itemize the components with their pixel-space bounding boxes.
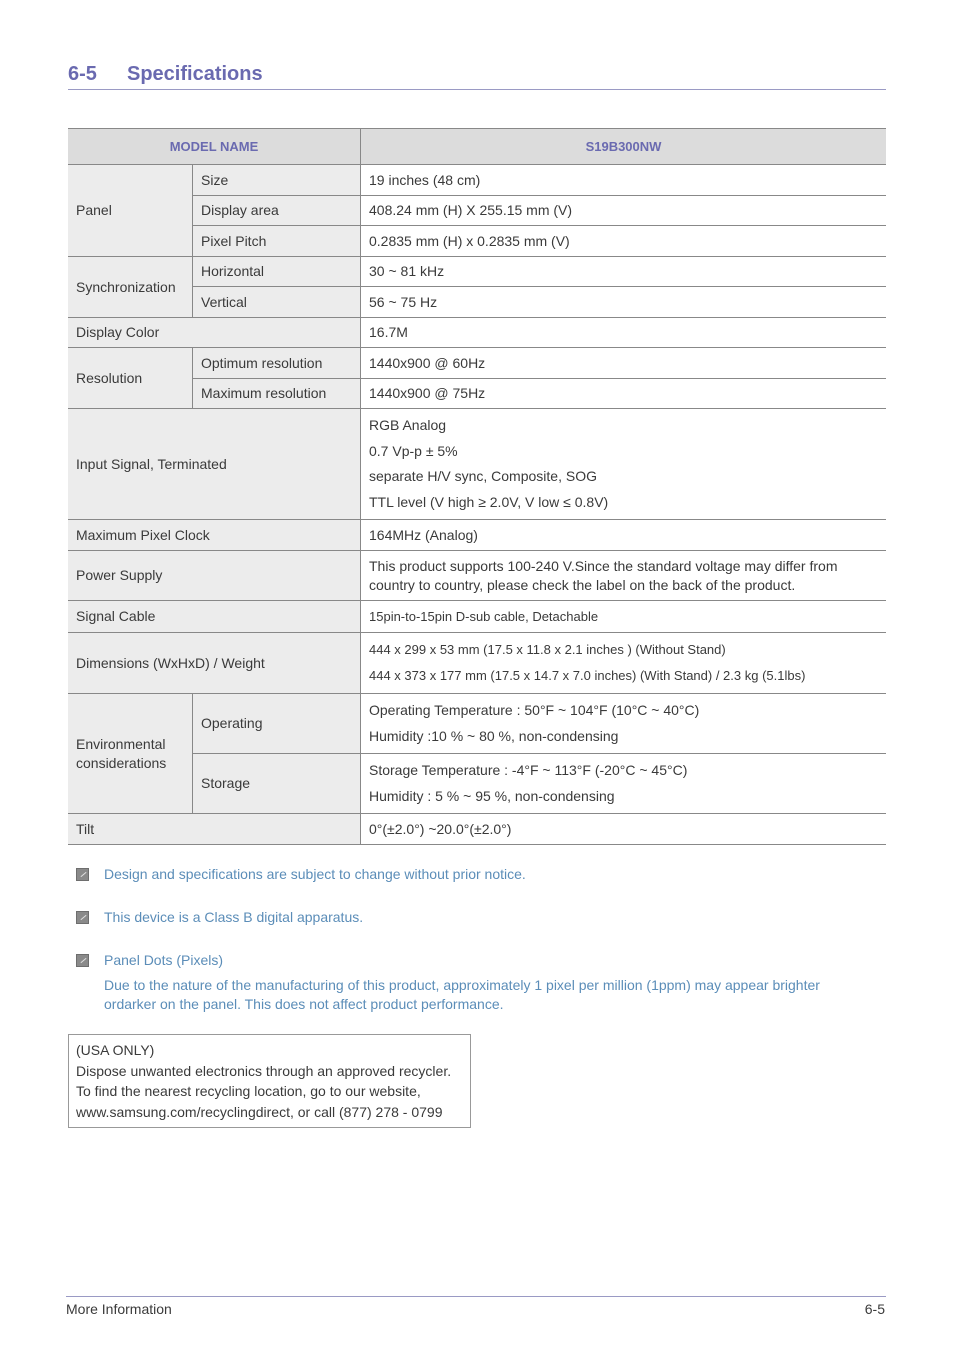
model-value-header: S19B300NW [361,129,887,165]
usa-line: To find the nearest recycling location, go to our website, [76,1083,421,1099]
optimum-resolution-label: Optimum resolution [193,348,361,379]
max-pixel-clock-value: 164MHz (Analog) [361,520,887,551]
max-pixel-clock-label: Maximum Pixel Clock [68,520,361,551]
dimensions-label: Dimensions (WxHxD) / Weight [68,633,361,694]
table-row [68,165,886,196]
operating-label: Operating [193,694,361,754]
table-row [68,633,886,694]
storage-label: Storage [193,754,361,814]
vertical-label: Vertical [193,287,361,318]
usa-line: Dispose unwanted electronics through an approved recycler. [76,1062,452,1079]
dimensions-line: 444 x 373 x 177 mm (17.5 x 14.7 x 7.0 inches) (With Stand) / 2.3 kg (5.1lbs) [369,668,806,683]
section-title-text: Specifications [127,63,263,85]
table-row [68,257,886,287]
input-signal-label: Input Signal, Terminated [68,409,361,520]
table-row [68,409,886,520]
footer-page-number: 6-5 [864,1301,885,1317]
vertical-value: 56 ~ 75 Hz [361,287,887,318]
power-supply-label: Power Supply [68,551,361,601]
note-icon [76,868,89,881]
note-icon [76,954,89,967]
display-area-value: 408.24 mm (H) X 255.15 mm (V) [361,196,887,226]
horizontal-label: Horizontal [193,257,361,287]
note-design-text: Design and specifications are subject to change without prior notice. [104,866,526,882]
input-signal-line: 0.7 Vp-p ± 5% [369,442,458,459]
pixel-pitch-value: 0.2835 mm (H) x 0.2835 mm (V) [361,226,887,257]
table-row [68,318,886,348]
maximum-resolution-label: Maximum resolution [193,379,361,409]
sync-label: Synchronization [68,257,193,318]
pixel-pitch-label: Pixel Pitch [193,226,361,257]
section-number: 6-5 [68,63,97,85]
signal-cable-value: 15pin-to-15pin D-sub cable, Detachable [361,601,887,633]
operating-value [361,694,887,754]
operating-line: Operating Temperature : 50°F ~ 104°F (10°C ~ 40°C) [369,702,700,718]
signal-cable-label: Signal Cable [68,601,361,633]
storage-line: Humidity : 5 % ~ 95 %, non-condensing [369,787,615,804]
size-value: 19 inches (48 cm) [361,165,887,196]
section-title [68,60,886,90]
input-signal-value [361,409,887,520]
display-color-value: 16.7M [361,318,887,348]
note-icon [76,911,89,924]
panel-label: Panel [68,165,193,257]
specifications-table [68,128,886,845]
input-signal-line: separate H/V sync, Composite, SOG [369,468,597,484]
usa-line: www.samsung.com/recyclingdirect, or call (877) 278 - 0799 [76,1103,443,1120]
display-area-label: Display area [193,196,361,226]
table-row [68,520,886,551]
table-row [68,814,886,845]
footer-divider [66,1296,886,1297]
display-color-label: Display Color [68,318,361,348]
table-row [68,601,886,633]
environmental-label: Environmental considerations [68,694,193,814]
note-class-b-text: This device is a Class B digital apparatus. [104,909,364,925]
input-signal-line: RGB Analog [369,417,447,433]
note-panel-dots-description: Due to the nature of the manufacturing of this product, approximately 1 pixel per million (1ppm) may appear brighter ordarker on the panel. This does not affect product performance. [104,977,820,1012]
tilt-label: Tilt [68,814,361,845]
storage-value [361,754,887,814]
power-supply-value: This product supports 100-240 V.Since the standard voltage may differ from country to country, please check the label on the back of the product. [361,551,887,601]
horizontal-value: 30 ~ 81 kHz [361,257,887,287]
resolution-label: Resolution [68,348,193,409]
optimum-resolution-value: 1440x900 @ 60Hz [361,348,887,379]
table-row [68,694,886,754]
model-name-header: MODEL NAME [68,129,361,165]
footer-section-name: More Information [66,1301,172,1317]
usa-line: (USA ONLY) [76,1042,155,1058]
input-signal-line: TTL level (V high ≥ 2.0V, V low ≤ 0.8V) [369,493,609,510]
maximum-resolution-value: 1440x900 @ 75Hz [361,379,887,409]
table-header-row [68,129,886,165]
storage-line: Storage Temperature : -4°F ~ 113°F (-20°C ~ 45°C) [369,762,688,778]
operating-line: Humidity :10 % ~ 80 %, non-condensing [369,727,619,744]
size-label: Size [193,165,361,196]
dimensions-line: 444 x 299 x 53 mm (17.5 x 11.8 x 2.1 inches ) (Without Stand) [369,642,726,657]
table-row [68,551,886,601]
note-panel-dots-title: Panel Dots (Pixels) [104,952,224,968]
table-row [68,348,886,379]
dimensions-value [361,633,887,694]
tilt-value: 0°(±2.0°) ~20.0°(±2.0°) [361,814,887,845]
usa-recycling-box [68,1034,471,1128]
